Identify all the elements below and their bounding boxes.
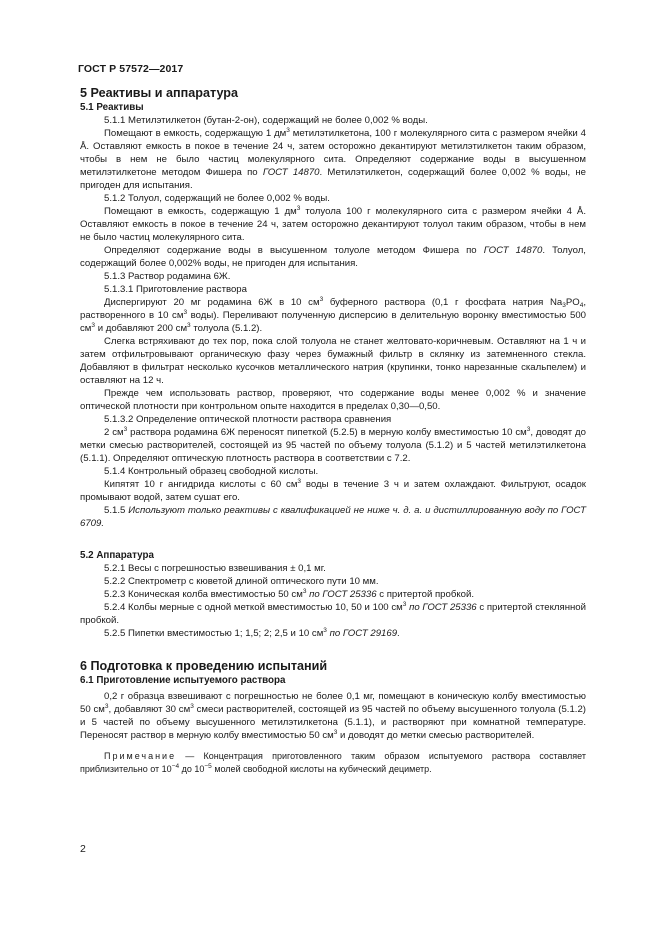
para-5-1-3: 5.1.3 Раствор родамина 6Ж. bbox=[104, 271, 231, 282]
subsection-5-1-heading: 5.1 Реактивы bbox=[80, 102, 144, 113]
gost-14870-ref: ГОСТ 14870 bbox=[262, 167, 320, 178]
para-6-1-body: 0,2 г образца взвешивают с погрешностью не более 0,1 мг, помещают в коническую колбу вместимостью 50 $см^3$, добавляют 30 $см^3$ смеси растворителей, состоящей из 95 частей по объему высушенного толуола (5.1.2) и 5 частей по объему высушенного метилэтилкетона (5.1.1), и растворяют при комнатной температуре. Переносят раствор в мерную колбу вместимостью 50 $см^3$ и доводят до метки смесью растворителей. bbox=[80, 691, 586, 741]
para-5-2-2: 5.2.2 Спектрометр с кюветой длиной оптического пути 10 мм. bbox=[104, 576, 379, 587]
para-5-1-5: 5.1.5 Используют только реактивы с квалификацией не ниже ч. д. а. и дистиллированную воду по ГОСТ 6709. bbox=[80, 505, 586, 529]
para-5-1-3-2-body: 2 $см^3$ раствора родамина 6Ж переносят пипеткой (5.2.5) в мерную колбу вместимостью 10 $см^3$, доводят до метки смесью растворителей, состоящей из 95 частей по объему толуола (5.1.2) и 5 частей метилэтилкетона (5.1.1). Определяют оптическую плотность раствора в соответствии с 7.2. bbox=[80, 426, 586, 464]
para-5-1-3-2: 5.1.3.2 Определение оптической плотности раствора сравнения bbox=[104, 414, 392, 425]
subsection-6-1-heading: 6.1 Приготовление испытуемого раствора bbox=[80, 675, 286, 686]
section-5-heading: 5 Реактивы и аппаратура bbox=[80, 86, 238, 100]
para-5-1-2: 5.1.2 Толуол, содержащий не более 0,002 % воды. bbox=[104, 193, 330, 204]
page-content bbox=[80, 86, 586, 776]
subsection-5-2-heading: 5.2 Аппаратура bbox=[80, 550, 154, 561]
page-number: 2 bbox=[80, 843, 86, 855]
para-5-1-2-water: Определяют содержание воды в высушенном толуоле методом Фишера по ГОСТ 14870. Толуол, содержащий более 0,002% воды, не пригоден для испытания. bbox=[80, 245, 586, 269]
para-5-1-4: 5.1.4 Контрольный образец свободной кислоты. bbox=[104, 466, 319, 477]
para-5-2-5: 5.2.5 Пипетки вместимостью 1; 1,5; 2; 2,5 и 10 $см^3$ по ГОСТ 29169. bbox=[104, 627, 400, 639]
para-5-1-1: 5.1.1 Метилэтилкетон (бутан-2-он), содержащий не более 0,002 % воды. bbox=[104, 115, 428, 126]
para-5-1-4-body: Кипятят 10 г ангидрида кислоты с 60 $см^3$ воды в течение 3 ч и затем охлаждают. Фильтруют, осадок промывают водой, затем сушат его. bbox=[80, 478, 586, 503]
para-5-1-3-1-check: Прежде чем использовать раствор, проверяют, что содержание воды менее 0,002 % и значение оптической плотности при контрольном опыте находится в пределах 0,30—0,50. bbox=[80, 388, 586, 412]
gost-14870-ref-2: ГОСТ 14870 bbox=[483, 245, 543, 256]
para-5-1-2-body: Помещают в емкость, содержащую 1 $дм^3$ толуола 100 г молекулярного сита с размером ячейки 4 Å. Оставляют емкость в покое в течение 24 ч, затем осторожно декантируют толуол таким образом, чтобы в нем не было частиц молекулярного сита. bbox=[80, 205, 586, 243]
para-5-1-3-1-shake: Слегка встряхивают до тех пор, пока слой толуола не станет желтовато-коричневым. Оставляют на 1 ч и затем отфильтровывают органическую фазу через бумажный фильтр в склянку из затемненного стекла. Добавляют в фильтрат несколько кусочков металлического натрия (крупинки, тонко нарезанные скальпелем) и оставляют на 12 ч. bbox=[80, 336, 586, 386]
section-6-heading: 6 Подготовка к проведению испытаний bbox=[80, 659, 328, 673]
para-5-1-3-1-body: Диспергируют 20 мг родамина 6Ж в 10 $см^3$ буферного раствора (0,1 г фосфата натрия $Na_3PO_4$, растворенного в 10 $см^3$ воды). Переливают полученную дисперсию в делительную воронку вместимостью 500 $см^3$ и добавляют 200 $см^3$ толуола (5.1.2). bbox=[80, 296, 587, 334]
note-label: Примечание bbox=[104, 751, 177, 761]
doc-header-code: ГОСТ Р 57572—2017 bbox=[78, 63, 184, 75]
para-5-1-3-1: 5.1.3.1 Приготовление раствора bbox=[104, 284, 247, 295]
para-5-2-1: 5.2.1 Весы с погрешностью взвешивания ± 0,1 мг. bbox=[104, 563, 326, 574]
note-6-1: Примечание — Концентрация приготовленного таким образом испытуемого раствора составляет приблизительно от $10^{-4}$ до $10^{-5}$ молей свободной кислоты на кубический дециметр. bbox=[80, 751, 586, 774]
para-5-1-1-body: Помещают в емкость, содержащую 1 $дм^3$ метилэтилкетона, 100 г молекулярного сита с размером ячейки 4 Å. Оставляют емкость в покое в течение 24 ч, затем осторожно декантируют метилэтилкетон таким образом, чтобы в нем не было частиц молекулярного сита. Определяют содержание воды в высушенном метилэтилкетоне методом Фишера по ГОСТ 14870. Метилэтилкетон, содержащий более 0,002 % воды, не пригоден для испытания. bbox=[80, 127, 586, 191]
para-5-2-3: 5.2.3 Коническая колба вместимостью 50 $см^3$ по ГОСТ 25336 с притертой пробкой. bbox=[104, 588, 474, 600]
para-5-2-4: 5.2.4 Колбы мерные с одной меткой вместимостью 10, 50 и 100 $см^3$ по ГОСТ 25336 с притертой стеклянной пробкой. bbox=[80, 601, 586, 626]
